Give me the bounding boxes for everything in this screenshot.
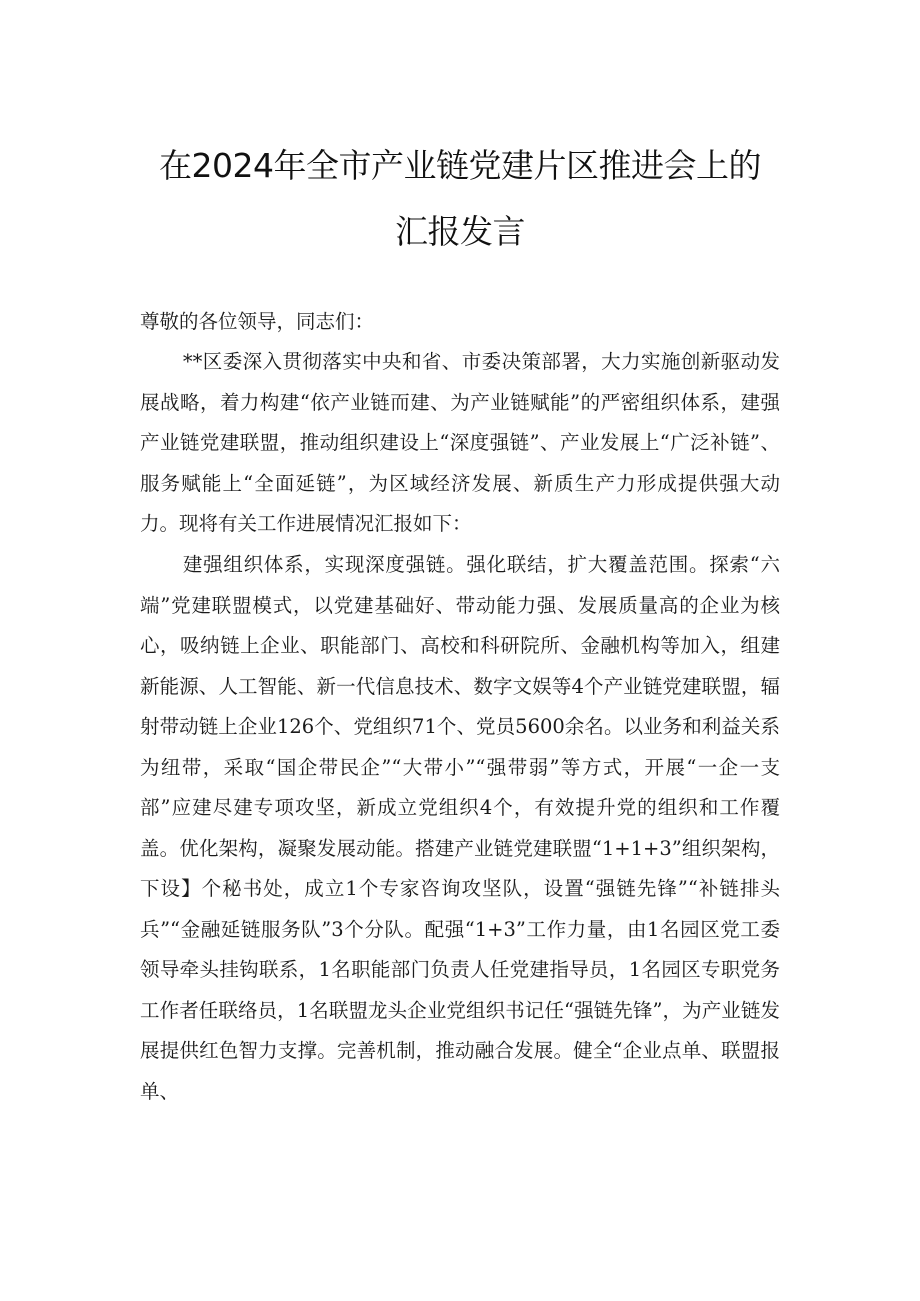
body-paragraph-2 [140,545,780,1112]
document-title-line-2: 汇报发言 [395,212,525,251]
body-paragraph-1 [140,342,780,545]
document-title-line-1: 在2024年全市产业链党建片区推进会上的 [159,146,761,185]
paragraph-text: 建强组织体系，实现深度强链。强化联结，扩大覆盖范围。探索“六端”党建联盟模式，以党建基础好、带动能力强、发展质量高的企业为核心，吸纳链上企业、职能部门、高校和科研院所、金融机构等加入，组建新能源、人工智能、新一代信息技术、数字文娱等4个产业链党建联盟，辐射带动链上企业126个、党组织71个、党员5600余名。以业务和利益关系为纽带，采取“国企带民企”“大带小”“强带弱”等方式，开展“一企一支部”应建尽建专项攻坚，新成立党组织4个，有效提升党的组织和工作覆盖。优化架构，凝聚发展动能。搭建产业链党建联盟“1+1+3”组织架构，下设】个秘书处，成立1个专家咨询攻坚队，设置“强链先锋”“补链排头兵”“金融延链服务队”3个分队。配强“1+3”工作力量，由1名园区党工委领导牵头挂钩联系，1名职能部门负责人任党建指导员，1名园区专职党务工作者任联络员，1名联盟龙头企业党组织书记任“强链先锋”，为产业链发展提供红色智力支撑。完善机制，推动融合发展。健全“企业点单、联盟报单、 [140,553,780,1103]
salutation: 尊敬的各位领导，同志们： [140,310,375,333]
paragraph-text: **区委深入贯彻落实中央和省、市委决策部署，大力实施创新驱动发展战略，着力构建“依产业链而建、为产业链赋能”的严密组织体系，建强产业链党建联盟，推动组织建设上“深度强链”、产业发展上“广泛补链”、服务赋能上“全面延链”，为区域经济发展、新质生产力形成提供强大动力。现将有关工作进展情况汇报如下： [140,350,780,535]
